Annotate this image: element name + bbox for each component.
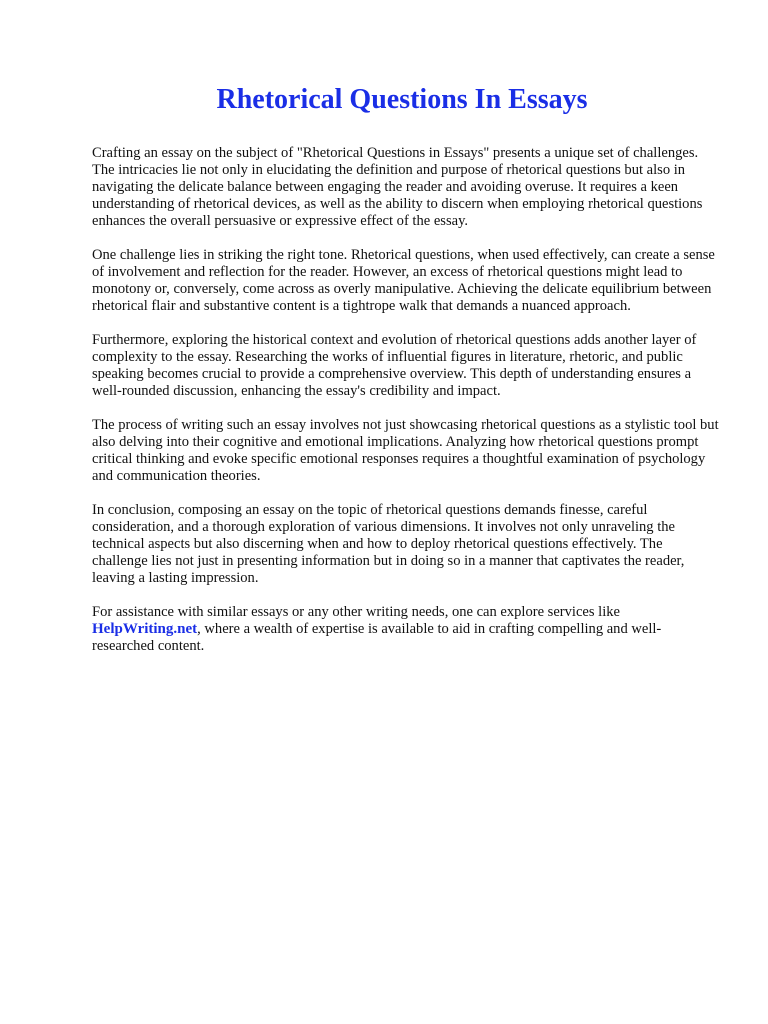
closing-text-after-link: , where a wealth of expertise is available to aid in crafting compelling and well-researched content. xyxy=(92,621,662,654)
closing-paragraph xyxy=(92,604,720,655)
paragraph-1: Crafting an essay on the subject of "Rhetorical Questions in Essays" presents a unique set of challenges. The intricacies lie not only in elucidating the definition and purpose of rhetorical questions but also in navigating the delicate balance between engaging the reader and avoiding overuse. It requires a keen understanding of rhetorical devices, as well as the ability to discern when employing rhetorical questions enhances the overall persuasive or expressive effect of the essay. xyxy=(92,145,703,229)
paragraph-4: The process of writing such an essay involves not just showcasing rhetorical questions as a stylistic tool but also delving into their cognitive and emotional implications. Analyzing how rhetorical questions prompt critical thinking and evoke specific emotional responses requires a thoughtful examination of psychology and communication theories. xyxy=(92,417,719,484)
paragraph-2: One challenge lies in striking the right tone. Rhetorical questions, when used effectively, can create a sense of involvement and reflection for the reader. However, an excess of rhetorical questions might lead to monotony or, conversely, come across as overly manipulative. Achieving the delicate equilibrium between rhetorical flair and substantive content is a tightrope walk that demands a nuanced approach. xyxy=(92,247,715,314)
closing-text-before-link: For assistance with similar essays or any other writing needs, one can explore services like xyxy=(92,604,620,620)
paragraph-3: Furthermore, exploring the historical context and evolution of rhetorical questions adds another layer of complexity to the essay. Researching the works of influential figures in literature, rhetoric, and public speaking becomes crucial to provide a comprehensive overview. This depth of understanding ensures a well-rounded discussion, enhancing the essay's credibility and impact. xyxy=(92,332,697,399)
page-title: Rhetorical Questions In Essays xyxy=(216,84,588,115)
helpwriting-link[interactable]: HelpWriting.net xyxy=(92,621,198,637)
paragraph-5: In conclusion, composing an essay on the topic of rhetorical questions demands finesse, careful consideration, and a thorough exploration of various dimensions. It involves not only unraveling the technical aspects but also discerning when and how to deploy rhetorical questions effectively. The challenge lies not just in presenting information but in doing so in a manner that captivates the reader, leaving a lasting impression. xyxy=(92,502,685,586)
document-body xyxy=(92,145,720,655)
